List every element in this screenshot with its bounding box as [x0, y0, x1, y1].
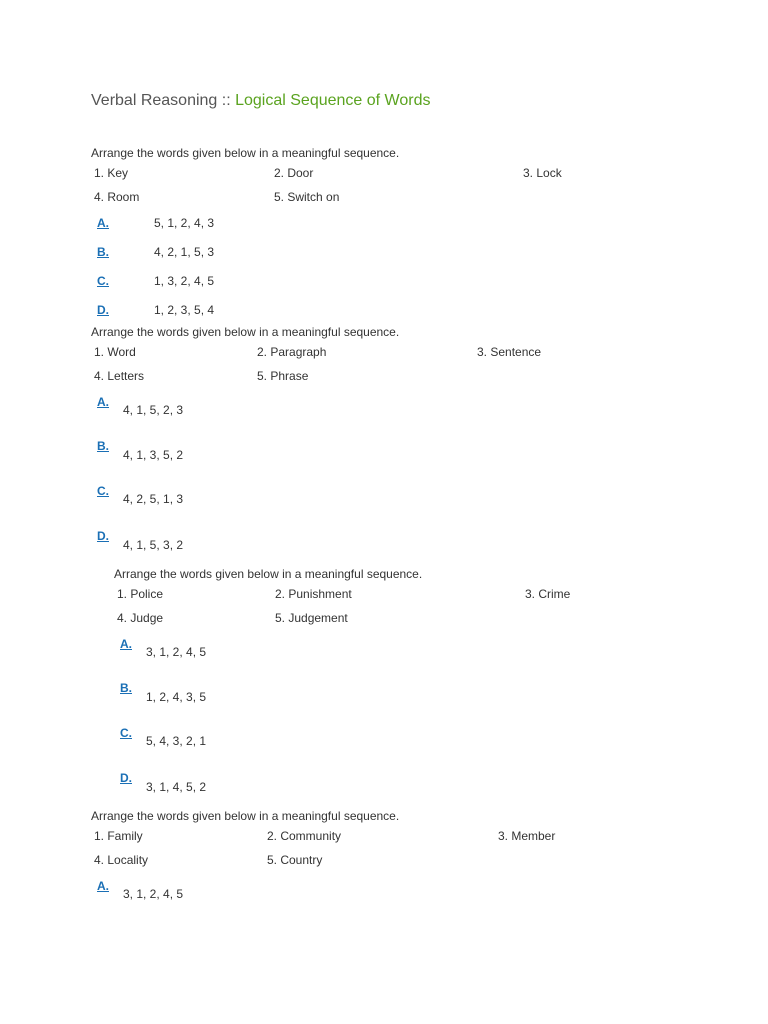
option-d-link[interactable]: D.: [97, 303, 109, 317]
option-a-value: 5, 1, 2, 4, 3: [154, 216, 215, 230]
word-item: 4. Letters: [94, 369, 145, 383]
word-item: 3. Sentence: [477, 345, 542, 359]
option-c-link[interactable]: C.: [97, 484, 109, 498]
option-b-value: 4, 1, 3, 5, 2: [123, 448, 184, 462]
question-text: Arrange the words given below in a meaningful sequence.: [91, 809, 400, 823]
category-title: Verbal Reasoning: [91, 92, 218, 109]
option-b-value: 1, 2, 4, 3, 5: [146, 690, 207, 704]
word-item: 3. Lock: [523, 166, 562, 180]
option-c-value: 5, 4, 3, 2, 1: [146, 734, 207, 748]
word-item: 2. Door: [274, 166, 314, 180]
option-b-link[interactable]: B.: [97, 439, 109, 453]
option-b-link[interactable]: B.: [120, 681, 132, 695]
topic-title: Logical Sequence of Words: [235, 92, 431, 109]
word-item: 5. Judgement: [275, 611, 348, 625]
option-d-value: 4, 1, 5, 3, 2: [123, 538, 184, 552]
word-item: 1. Family: [94, 829, 143, 843]
question-text: Arrange the words given below in a meaningful sequence.: [91, 325, 400, 339]
option-b-value: 4, 2, 1, 5, 3: [154, 245, 215, 259]
option-d-value: 1, 2, 3, 5, 4: [154, 303, 215, 317]
word-item: 3. Member: [498, 829, 556, 843]
word-item: 5. Country: [267, 853, 323, 867]
word-item: 4. Locality: [94, 853, 149, 867]
word-item: 5. Phrase: [257, 369, 309, 383]
option-a-link[interactable]: A.: [120, 637, 132, 651]
option-a-value: 3, 1, 2, 4, 5: [146, 645, 207, 659]
option-a-link[interactable]: A.: [97, 879, 109, 893]
option-d-link[interactable]: D.: [97, 529, 109, 543]
word-item: 1. Word: [94, 345, 136, 359]
option-c-link[interactable]: C.: [120, 726, 132, 740]
option-a-value: 3, 1, 2, 4, 5: [123, 887, 184, 901]
word-item: 2. Punishment: [275, 587, 352, 601]
option-d-link[interactable]: D.: [120, 771, 132, 785]
option-c-link[interactable]: C.: [97, 274, 109, 288]
question-text: Arrange the words given below in a meaningful sequence.: [91, 146, 400, 160]
word-item: 1. Police: [117, 587, 164, 601]
word-item: 5. Switch on: [274, 190, 340, 204]
word-item: 4. Room: [94, 190, 140, 204]
option-d-value: 3, 1, 4, 5, 2: [146, 780, 207, 794]
option-c-value: 1, 3, 2, 4, 5: [154, 274, 215, 288]
question-text: Arrange the words given below in a meaningful sequence.: [114, 567, 423, 581]
title-separator: ::: [217, 92, 236, 109]
option-a-link[interactable]: A.: [97, 395, 109, 409]
option-a-link[interactable]: A.: [97, 216, 109, 230]
word-item: 2. Paragraph: [257, 345, 327, 359]
option-c-value: 4, 2, 5, 1, 3: [123, 492, 184, 506]
word-item: 1. Key: [94, 166, 129, 180]
word-item: 3. Crime: [525, 587, 571, 601]
option-b-link[interactable]: B.: [97, 245, 109, 259]
option-a-value: 4, 1, 5, 2, 3: [123, 403, 184, 417]
word-item: 4. Judge: [117, 611, 164, 625]
word-item: 2. Community: [267, 829, 342, 843]
page-title: [91, 92, 430, 110]
